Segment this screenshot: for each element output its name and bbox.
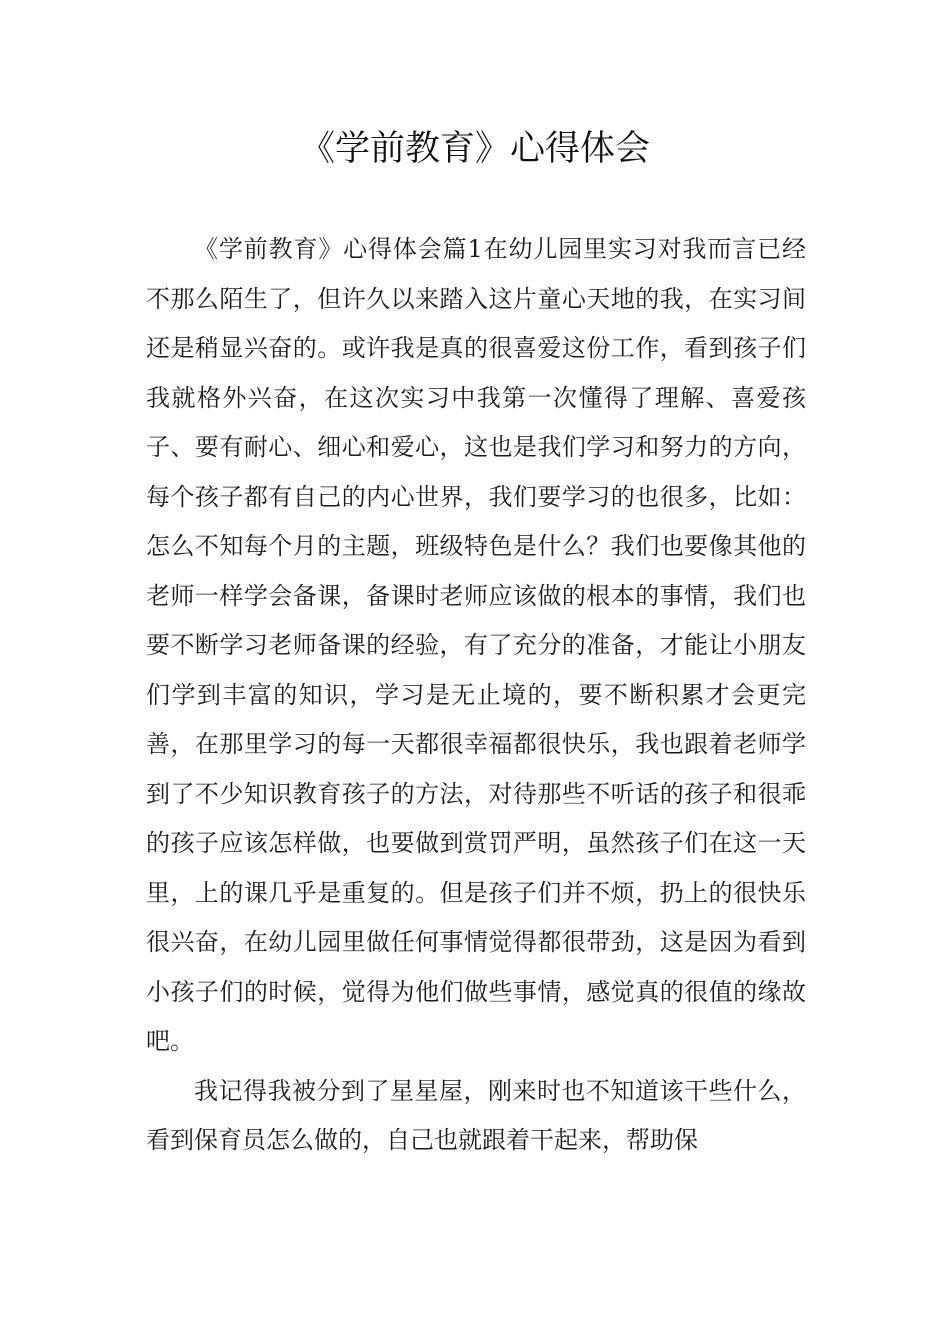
paragraph-1: 《学前教育》心得体会篇1在幼儿园里实习对我而言已经不那么陌生了，但许久以来踏入这片童心天地的我，在实习间还是稍显兴奋的。或许我是真的很喜爱这份工作，看到孩子们我就格外兴奋，在这次实习中我第一次懂得了理解、喜爱孩子、要有耐心、细心和爱心，这也是我们学习和努力的方向，每个孩子都有自己的内心世界，我们要学习的也很多，比如：怎么不知每个月的主题，班级特色是什么？我们也要像其他的老师一样学会备课，备课时老师应该做的根本的事情，我们也要不断学习老师备课的经验，有了充分的准备，才能让小朋友们学到丰富的知识，学习是无止境的，要不断积累才会更完善，在那里学习的每一天都很幸福都很快乐，我也跟着老师学到了不少知识教育孩子的方法，对待那些不听话的孩子和很乖的孩子应该怎样做，也要做到赏罚严明，虽然孩子们在这一天里，上的课几乎是重复的。但是孩子们并不烦，扔上的很快乐很兴奋，在幼儿园里做任何事情觉得都很带劲，这是因为看到小孩子们的时候，觉得为他们做些事情，感觉真的很值的缘故吧。 [146,235,806,1055]
paragraph-2: 我记得我被分到了星星屋，刚来时也不知道该干些什么，看到保育员怎么做的，自己也就跟着干起来，帮助保 [146,1076,806,1154]
document-title: 《学前教育》心得体会 [299,129,650,169]
document-body [146,225,806,1166]
